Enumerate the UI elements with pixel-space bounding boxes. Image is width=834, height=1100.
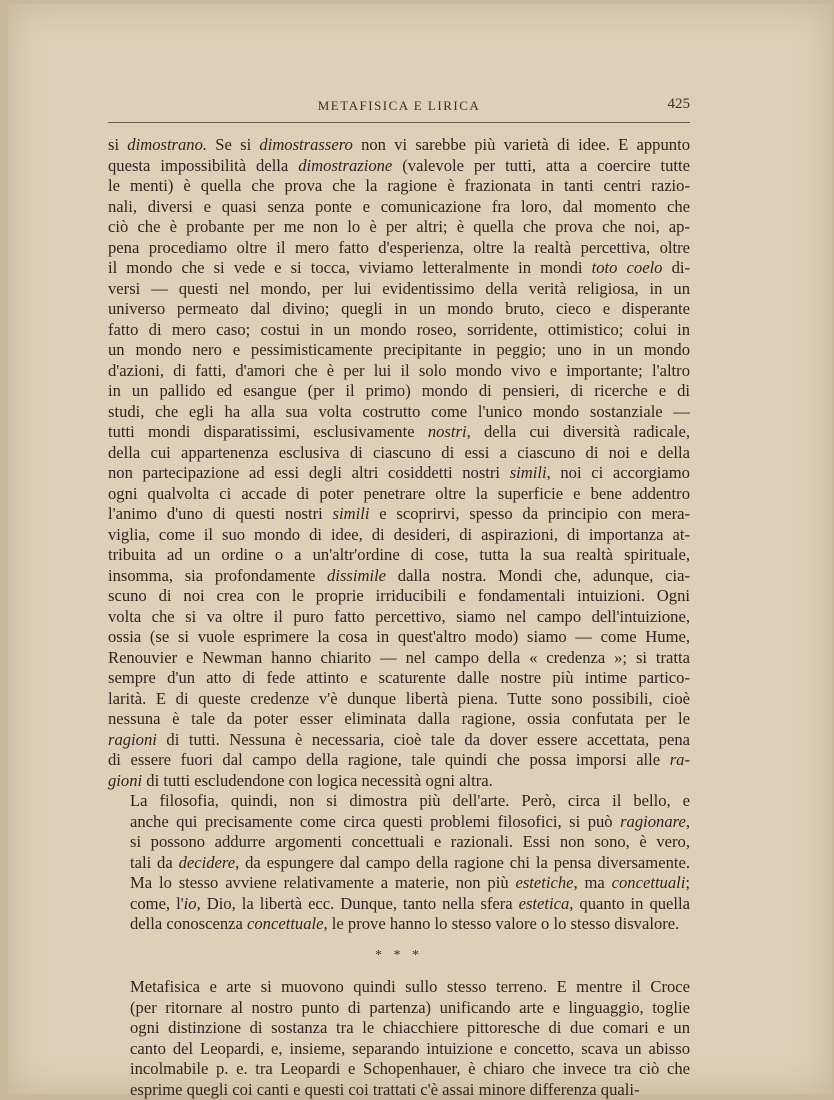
text-line: fatto di mero caso; costui in un mondo roseo, sorridente, ottimistico; colui in: [108, 320, 690, 341]
text-line: un mondo nero e pessimisticamente precipitante in peggio; uno in un mondo: [108, 340, 690, 361]
text-line: esprime quegli coi canti e questi coi trattati c'è assai minore differenza quali-: [108, 1080, 690, 1100]
text-line: tutti mondi disparatissimi, esclusivamente nostri, della cui diversità radicale,: [108, 422, 690, 443]
paragraph-2: [108, 791, 690, 935]
text-line: volta che si va oltre il puro fatto percettivo, siamo nel campo dell'intuizione,: [108, 607, 690, 628]
text-line: canto del Leopardi, e, insieme, separando intuizione e concetto, scava un abisso: [108, 1039, 690, 1060]
text-line: ragioni di tutti. Nessuna è necessaria, cioè tale da dover essere accettata, pena: [108, 730, 690, 751]
text-line: questa impossibilità della dimostrazione (valevole per tutti, atta a coercire tutte: [108, 156, 690, 177]
text-line: il mondo che si vede e si tocca, viviamo letteralmente in mondi toto coelo di-: [108, 258, 690, 279]
text-line: l'animo d'uno di questi nostri simili e scoprirvi, spesso da principio con mera-: [108, 504, 690, 525]
text-line: La filosofia, quindi, non si dimostra più dell'arte. Però, circa il bello, e: [108, 791, 690, 812]
text-line: tali da decidere, da espungere dal campo della ragione chi la pensa diversamente.: [108, 853, 690, 874]
text-line: Ma lo stesso avviene relativamente a materie, non più estetiche, ma concettuali;: [108, 873, 690, 894]
text-line: ciò che è probante per me non lo è per altri; è quella che prova che noi, ap-: [108, 217, 690, 238]
text-line: insomma, sia profondamente dissimile dalla nostra. Mondi che, adunque, cia-: [108, 566, 690, 587]
text-line: scuno di noi crea con le proprie irriducibili e fondamentali intuizioni. Ogni: [108, 586, 690, 607]
text-line: viglia, come il suo mondo di idee, di desideri, di aspirazioni, di importanza at-: [108, 525, 690, 546]
text-line: (per ritornare al nostro punto di partenza) unificando arte e linguaggio, toglie: [108, 998, 690, 1019]
text-line: anche qui precisamente come circa questi problemi filosofici, si può ragionare,: [108, 812, 690, 833]
text-line: della cui appartenenza esclusiva di ciascuno di essi a ciascuno di noi e della: [108, 443, 690, 464]
text-line: si dimostrano. Se si dimostrassero non vi sarebbe più varietà di idee. E appunto: [108, 135, 690, 156]
text-line: nali, diversi e quasi senza ponte e comunicazione fra loro, dal momento che: [108, 197, 690, 218]
text-line: le menti) è quella che prova che la ragione è frazionata in tanti centri razio-: [108, 176, 690, 197]
text-line: d'azioni, di fatti, d'amori che è per lui il solo mondo vivo e importante; l'altro: [108, 361, 690, 382]
text-line: incolmabile p. e. tra Leopardi e Schopenhauer, è chiaro che invece tra ciò che: [108, 1059, 690, 1080]
section-separator: * * *: [108, 946, 690, 967]
page-header: [108, 96, 690, 123]
text-line: versi — questi nel mondo, per lui evidentissimo della verità religiosa, in un: [108, 279, 690, 300]
text-line: non partecipazione ad essi degli altri cosiddetti nostri simili, noi ci accorgiamo: [108, 463, 690, 484]
text-line: Renouvier e Newman hanno chiarito — nel campo della « credenza »; si tratta: [108, 648, 690, 669]
text-line: di essere fuori dal campo della ragione, tale quindi che possa imporsi alle ra-: [108, 750, 690, 771]
text-line: si possono addurre argomenti concettuali e razionali. Essi non sono, è vero,: [108, 832, 690, 853]
text-line: larità. E di queste credenze v'è dunque libertà piena. Tutte sono possibili, cioè: [108, 689, 690, 710]
text-line: ogni distinzione di sostanza tra le chiacchiere pittoresche di due comari e un: [108, 1018, 690, 1039]
paragraph-3: [108, 977, 690, 1100]
text-line: ogni qualvolta ci accade di poter penetrare oltre la superficie e bene addentro: [108, 484, 690, 505]
text-line: sempre d'un atto di fede attinto e scaturente dalle nostre più intime partico-: [108, 668, 690, 689]
text-line: nessuna è tale da poter esser eliminata dalla ragione, ossia confutata per le: [108, 709, 690, 730]
text-line: studi, che egli ha alla sua volta costrutto come l'unico mondo sostanziale —: [108, 402, 690, 423]
text-line: come, l'io, Dio, la libertà ecc. Dunque, tanto nella sfera estetica, quanto in quella: [108, 894, 690, 915]
text-line: Metafisica e arte si muovono quindi sullo stesso terreno. E mentre il Croce: [108, 977, 690, 998]
running-title: METAFISICA E LIRICA: [108, 98, 690, 114]
page-number: 425: [668, 96, 691, 113]
body-text: [108, 135, 690, 1100]
paragraph-1: [108, 135, 690, 791]
text-line: pena procediamo oltre il mero fatto d'esperienza, oltre la realtà percettiva, oltre: [108, 238, 690, 259]
text-line: gioni di tutti escludendone con logica necessità ogni altra.: [108, 771, 690, 792]
text-line: universo permeato dal divino; quegli in un mondo bruto, cieco e disperante: [108, 299, 690, 320]
text-line: in un pallido ed esangue (per il primo) mondo di pensieri, di ricerche e di: [108, 381, 690, 402]
book-page: [8, 4, 832, 1094]
text-line: ossia (se si vuole esprimere la cosa in quest'altro modo) siamo — come Hume,: [108, 627, 690, 648]
text-line: tribuita ad un ordine o a un'altr'ordine di cose, tutta la sua realtà spirituale,: [108, 545, 690, 566]
text-line: della conoscenza concettuale, le prove hanno lo stesso valore o lo stesso disvalore.: [108, 914, 690, 935]
